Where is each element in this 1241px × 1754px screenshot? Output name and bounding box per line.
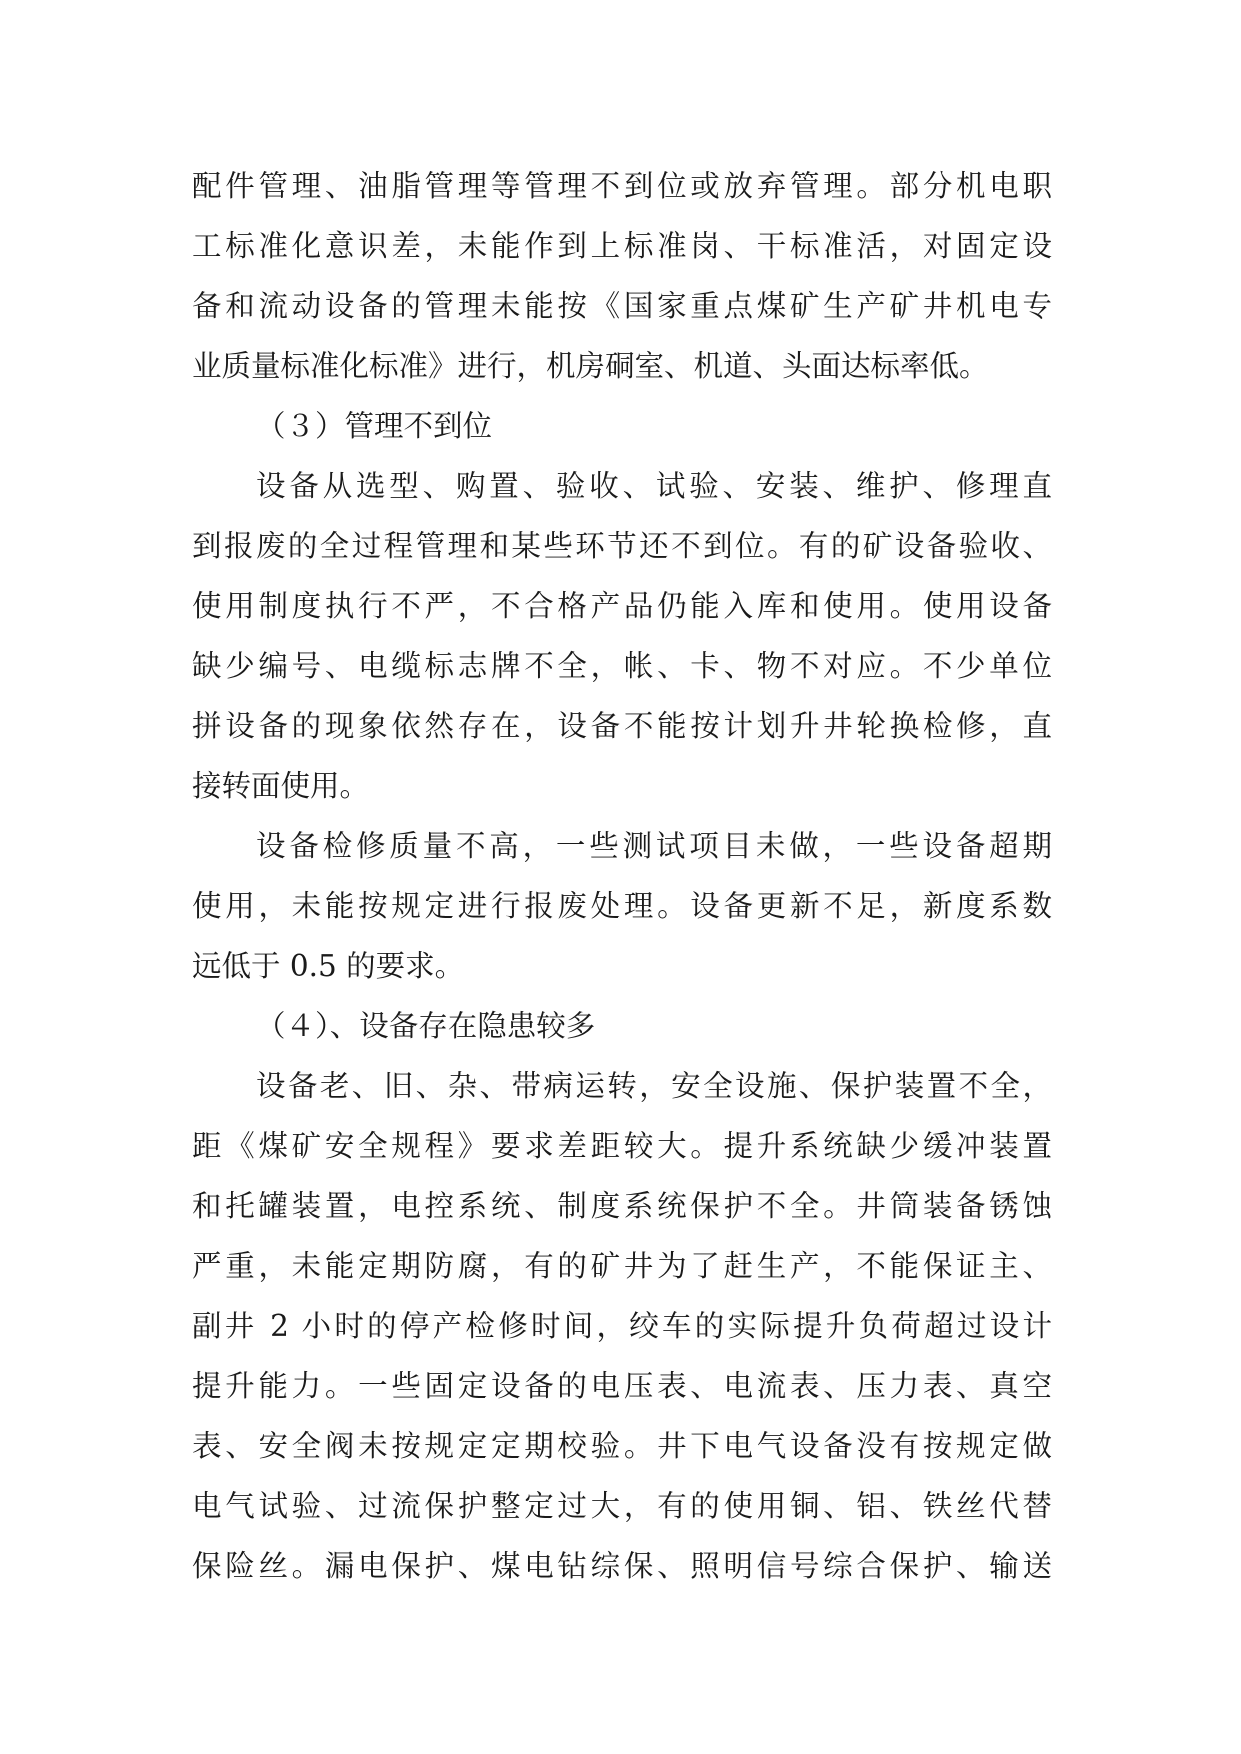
text-line: 严重，未能定期防腐，有的矿井为了赶生产，不能保证主、 (192, 1249, 1052, 1283)
text-line: 表、安全阀未按规定定期校验。井下电气设备没有按规定做 (192, 1429, 1052, 1463)
text-line: 备和流动设备的管理未能按《国家重点煤矿生产矿井机电专 (192, 289, 1052, 323)
section-heading-4: （４）、设备存在隐患较多 (256, 1009, 596, 1043)
text-line: 距《煤矿安全规程》要求差距较大。提升系统缺少缓冲装置 (192, 1129, 1052, 1163)
section-heading-3: （３）管理不到位 (256, 409, 493, 443)
text-line: 远低于 0.5 的要求。 (192, 949, 465, 983)
text-line: 提升能力。一些固定设备的电压表、电流表、压力表、真空 (192, 1369, 1052, 1403)
text-line: 到报废的全过程管理和某些环节还不到位。有的矿设备验收、 (192, 529, 1052, 563)
paragraph-first-line: 设备检修质量不高，一些测试项目未做，一些设备超期 (256, 829, 1052, 863)
body-text (192, 156, 1052, 1596)
paragraph-first-line: 设备从选型、购置、验收、试验、安装、维护、修理直 (256, 469, 1052, 503)
text-line: 保险丝。漏电保护、煤电钻综保、照明信号综合保护、输送 (192, 1549, 1052, 1583)
text-line: 使用，未能按规定进行报废处理。设备更新不足，新度系数 (192, 889, 1052, 923)
text-line: 副井 2 小时的停产检修时间，绞车的实际提升负荷超过设计 (192, 1309, 1052, 1343)
text-line: 接转面使用。 (192, 769, 370, 803)
text-line: 电气试验、过流保护整定过大，有的使用铜、铝、铁丝代替 (192, 1489, 1052, 1523)
text-line: 缺少编号、电缆标志牌不全，帐、卡、物不对应。不少单位 (192, 649, 1052, 683)
text-line: 拼设备的现象依然存在，设备不能按计划升井轮换检修，直 (192, 709, 1052, 743)
text-line: 配件管理、油脂管理等管理不到位或放弃管理。部分机电职 (192, 169, 1052, 203)
paragraph-first-line: 设备老、旧、杂、带病运转，安全设施、保护装置不全， (256, 1069, 1052, 1103)
text-line: 业质量标准化标准》进行，机房硐室、机道、头面达标率低。 (192, 349, 989, 383)
text-line: 使用制度执行不严，不合格产品仍能入库和使用。使用设备 (192, 589, 1052, 623)
text-line: 工标准化意识差，未能作到上标准岗、干标准活，对固定设 (192, 229, 1052, 263)
text-line: 和托罐装置，电控系统、制度系统保护不全。井筒装备锈蚀 (192, 1189, 1052, 1223)
